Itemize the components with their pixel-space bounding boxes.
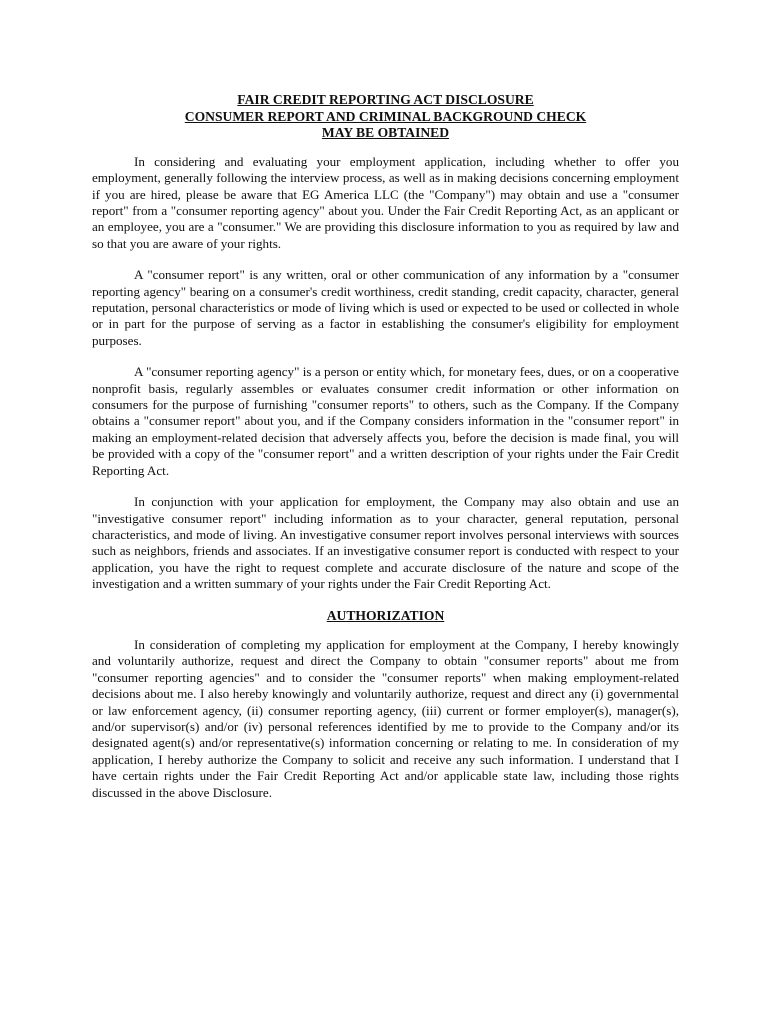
document-page <box>92 92 679 816</box>
document-title <box>92 92 679 142</box>
title-line-1: FAIR CREDIT REPORTING ACT DISCLOSURE <box>237 92 534 107</box>
disclosure-paragraph-intro: In considering and evaluating your employment application, including whether to offer you employment, generally following the interview process, as well as in making decisions concerning employment if you are hired, please be aware that EG America LLC (the "Company") may obtain and use a "consumer report" from a "consumer reporting agency" about you. Under the Fair Credit Reporting Act, as an applicant or an employee, you are a "consumer." We are providing this disclosure information to you as required by law and so that you are aware of your rights. <box>92 153 679 251</box>
authorization-heading: AUTHORIZATION <box>326 607 445 623</box>
disclosure-paragraph-reporting-agency: A "consumer reporting agency" is a person or entity which, for monetary fees, dues, or on a cooperative nonprofit basis, regularly assembles or evaluates consumer credit information or other information on consumers for the purpose of furnishing "consumer reports" to others, such as the Company. If the Company obtains a "consumer report" about you, and if the Company considers information in the "consumer report" in making an employment-related decision that adversely affects you, before the decision is made final, you will be provided with a copy of the "consumer report" and a written description of your rights under the Fair Credit Reporting Act. <box>92 364 679 478</box>
title-line-2: CONSUMER REPORT AND CRIMINAL BACKGROUND CHECK <box>184 108 587 124</box>
title-line-3: MAY BE OBTAINED <box>321 125 450 141</box>
authorization-paragraph: In consideration of completing my application for employment at the Company, I hereby knowingly and voluntarily authorize, request and direct the Company to obtain "consumer reports" about me from "consumer reporting agencies" and to consider the "consumer reports" when making employment-related decisions about me. I also hereby knowingly and voluntarily authorize, request and direct any (i) governmental or law enforcement agency, (ii) consumer reporting agency, (iii) current or former employer(s), manager(s), and/or supervisor(s) and/or (iv) personal references identified by me to provide to the Company and/or its designated agent(s) and/or representative(s) information concerning or relating to me. In consideration of my application, I hereby authorize the Company to solicit and receive any such information. I understand that I have certain rights under the Fair Credit Reporting Act and/or applicable state law, including those rights discussed in the above Disclosure. <box>92 636 679 800</box>
disclosure-paragraph-investigative-report: In conjunction with your application for employment, the Company may also obtain and use an "investigative consumer report" including information as to your character, general reputation, personal characteristics, and mode of living. An investigative consumer report involves personal interviews with sources such as neighbors, friends and associates. If an investigative consumer report is conducted with respect to your application, you have the right to request complete and accurate disclosure of the nature and scope of the investigation and a written summary of your rights under the Fair Credit Reporting Act. <box>92 494 679 592</box>
disclosure-paragraph-consumer-report: A "consumer report" is any written, oral or other communication of any information by a "consumer reporting agency" bearing on a consumer's credit worthiness, credit standing, credit capacity, character, general reputation, personal characteristics or mode of living which is used or expected to be used or collected in whole or in part for the purpose of serving as a factor in establishing the consumer's eligibility for employment purposes. <box>92 267 679 348</box>
